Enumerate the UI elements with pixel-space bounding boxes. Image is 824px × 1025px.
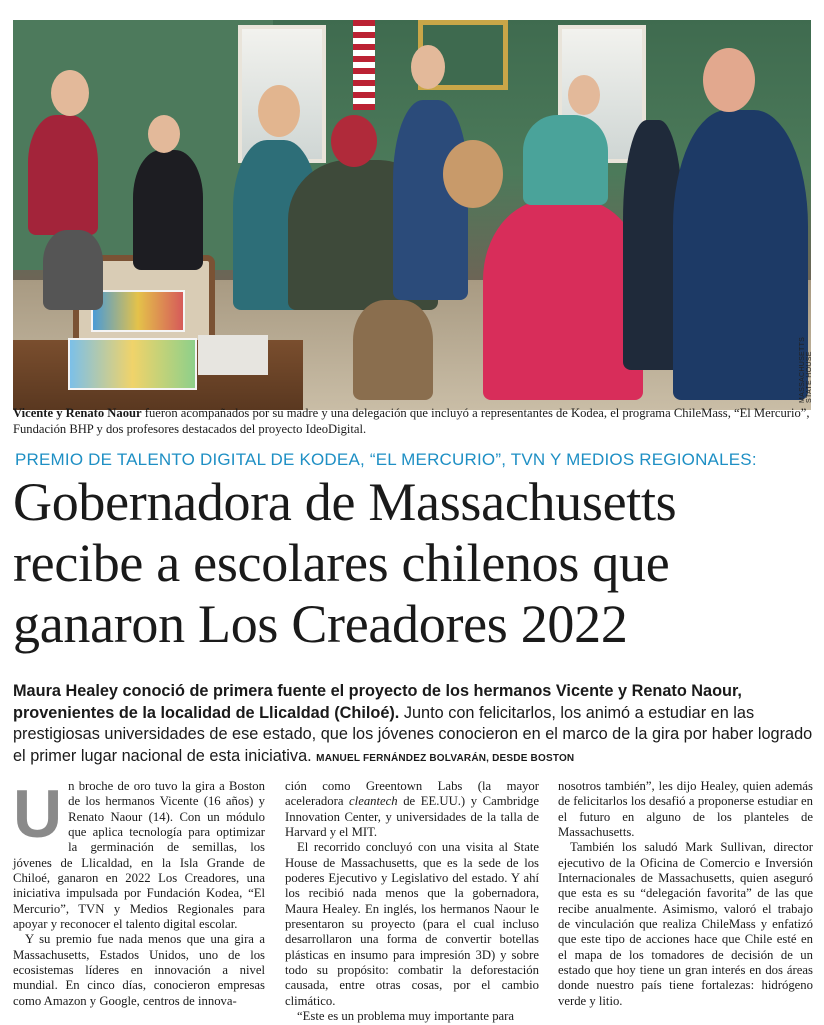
paragraph-text: de EE.UU.) y Cambridge Innovation Center, y universidades de la talla de Harvard y el MIT. <box>285 794 540 840</box>
person <box>673 110 808 400</box>
flag <box>353 20 375 110</box>
italic-term: cleantech <box>349 794 398 809</box>
lead-bold: Maura Healey conoció de primera fuente el proyecto de los hermanos Vicente y Renato Naour, provenientes de la localidad de Llicaldad (Chiloé). <box>13 682 742 722</box>
lead-text: Junto con felicitarlos, los animó a estudiar en las prestigiosas universidades de ese estado, que los jóvenes conocieron en el marco de la gira por haber logrado el primer lugar nacional de esta iniciativa. <box>13 703 813 766</box>
person <box>133 150 203 270</box>
person-head <box>411 45 445 89</box>
person-head <box>443 140 503 208</box>
paragraph: El recorrido concluyó con una visita al State House de Massachusetts, que es la sede de los poderes Ejecutivo y Legislativo del estado. Y ahí los recibió nada menos que la gobernadora, Maura Healey. En inglés, los hermanos Naour le presentaron su proyecto (para el cual incluso desarrollaron una forma de convertir botellas plásticas en insumo para impresión 3D) y sobre todo su propósito: combatir la deforestación causada, entre otras cosas, por el cambio climático. <box>285 840 539 1008</box>
person <box>353 300 433 400</box>
person-head <box>568 75 600 115</box>
box-lid <box>198 335 268 375</box>
person <box>523 115 608 205</box>
person-head <box>703 48 755 112</box>
drop-cap: U <box>13 776 63 852</box>
caption-text: fueron acompañados por su madre y una delegación que incluyó a representantes de Kodea, el programa ChileMass, “El Mercurio”, Fundación BHP y dos profesores destacados del proyecto IdeoDigital. <box>13 406 810 436</box>
body-column-1 <box>13 776 265 1009</box>
caption-names: Vicente y Renato Naour <box>13 406 142 420</box>
news-photo <box>13 20 811 403</box>
photo-caption <box>13 406 813 437</box>
paragraph-text: ción como Greentown Labs (la mayor aceleradora <box>285 779 539 809</box>
body-column-3 <box>558 779 813 1009</box>
person-head <box>258 85 300 137</box>
paragraph: También los saludó Mark Sullivan, director ejecutivo de la Oficina de Comercio e Inversión Internacionales de Massachusetts, quien aseguró que esta es su “delegación favorita” de las que recibe anualmente. Asimismo, valoró el trabajo de vinculación que realiza ChileMass y enfatizó que este tipo de acciones hace que Chile esté en el mapa de los tomadores de decisión de un estado que hoy tiene un gran interés en dos áreas donde nuestro país tiene fortalezas: hidrógeno verde y litio. <box>558 840 813 1008</box>
kicker: PREMIO DE TALENTO DIGITAL DE KODEA, “EL MERCURIO”, TVN Y MEDIOS REGIONALES: <box>15 450 757 469</box>
person-head <box>331 115 377 167</box>
paragraph-text: n broche de oro tuvo la gira a Boston de los hermanos Vicente (16 años) y Renato Naour (14). Con un módulo que aplica tecnología para optimizar la germinación de semillas, los jóvenes de Llicaldad, en la Isla Grande de Chiloé, ganaron en 2022 Los Creadores, una iniciativa impulsada por Fundación Kodea, “El Mercurio”, TVN y Medios Regionales para apoyar y reconocer el talento digital escolar. <box>13 779 265 932</box>
photo-credit: MASSACHUSETTS STATE HOUSE <box>799 336 813 403</box>
body-column-2 <box>285 779 539 1025</box>
game-box <box>91 290 185 332</box>
paragraph: Y su premio fue nada menos que una gira a Massachusetts, Estados Unidos, uno de los ecosistemas líderes en innovación a nivel mundial. En cinco días, conocieron empresas como Amazon y Google, centros de innova- <box>13 932 265 1008</box>
game-box <box>68 338 197 390</box>
person <box>28 115 98 235</box>
paragraph: “Este es un problema muy importante para <box>297 1009 515 1024</box>
paragraph <box>13 776 265 932</box>
person-head <box>51 70 89 116</box>
person-head <box>148 115 180 153</box>
person <box>43 230 103 310</box>
person <box>483 200 643 400</box>
paragraph <box>285 779 539 840</box>
paragraph: nosotros también”, les dijo Healey, quien además de felicitarlos los desafió a proponerse estudiar en el futuro en alguno de los planteles de Massachusetts. <box>558 779 813 840</box>
byline: MANUEL FERNÁNDEZ BOLVARÁN, DESDE BOSTON <box>316 753 575 765</box>
lead-paragraph <box>13 681 813 770</box>
headline: Gobernadora de Massachusetts recibe a escolares chilenos que ganaron Los Creadores 2022 <box>13 472 677 654</box>
